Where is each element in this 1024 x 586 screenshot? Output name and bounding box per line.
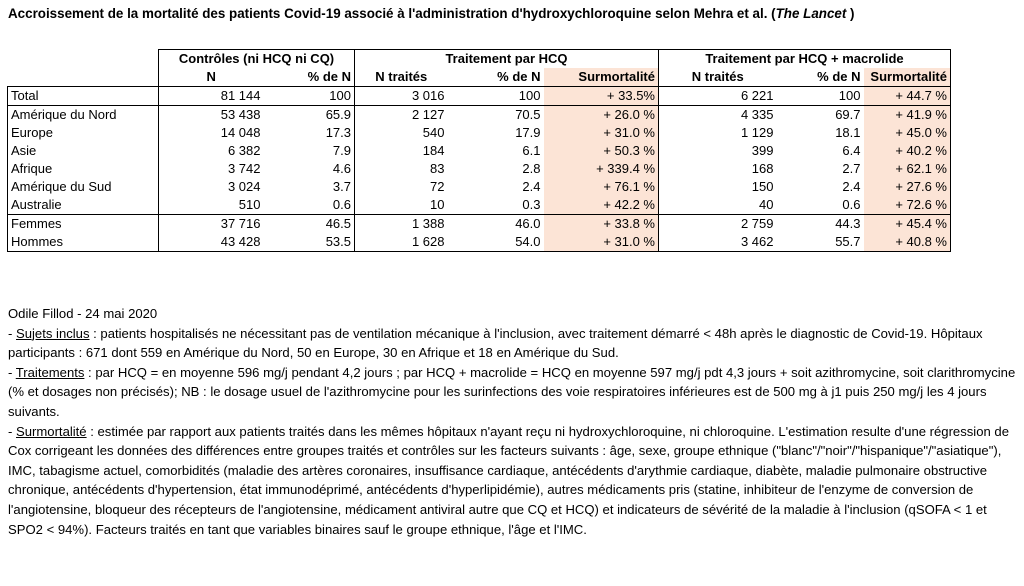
subheader-cell: N traités bbox=[375, 69, 428, 84]
table-cell: 100 bbox=[264, 87, 355, 106]
subheader-cell: % de N bbox=[497, 69, 541, 84]
table-cell: 2.7 bbox=[842, 161, 861, 176]
subheader-cell: Surmortalité bbox=[864, 68, 951, 87]
row-label: Afrique bbox=[8, 160, 159, 178]
row-label: Amérique du Nord bbox=[8, 106, 159, 125]
subheader-row bbox=[8, 68, 951, 87]
row-label: Femmes bbox=[8, 215, 159, 234]
note-traitements bbox=[8, 363, 1018, 422]
table-cell: 0.6 bbox=[842, 197, 861, 212]
table-cell: 54.0 bbox=[448, 233, 544, 252]
subheader-cell: % de N bbox=[817, 69, 861, 84]
row-label: Hommes bbox=[8, 233, 159, 252]
note-prefix: - bbox=[8, 364, 16, 380]
table-cell: 46.5 bbox=[264, 215, 355, 234]
table-cell: 0.3 bbox=[522, 197, 541, 212]
group-header-hcq: Traitement par HCQ bbox=[355, 50, 659, 69]
table-cell: 55.7 bbox=[777, 233, 864, 252]
table-cell: 83 bbox=[430, 161, 445, 176]
table-cell: 6.4 bbox=[842, 143, 861, 158]
note-sujets bbox=[8, 324, 1018, 363]
subheader-cell: Surmortalité bbox=[544, 68, 659, 87]
table-cell: 510 bbox=[238, 197, 261, 212]
table-cell: 65.9 bbox=[264, 106, 355, 125]
excess-mortality-cell: + 62.1 % bbox=[864, 160, 951, 178]
note-term: Surmortalité bbox=[16, 423, 87, 439]
table-cell: 100 bbox=[777, 87, 864, 106]
table-cell: 43 428 bbox=[159, 233, 264, 252]
table-cell: 7.9 bbox=[264, 142, 355, 160]
title-close: ) bbox=[846, 6, 855, 21]
table-cell: 37 716 bbox=[159, 215, 264, 234]
table-cell: 1 129 bbox=[740, 125, 774, 140]
table-cell: 1 388 bbox=[355, 215, 448, 234]
row-label: Europe bbox=[8, 124, 159, 142]
table-row bbox=[8, 233, 951, 252]
note-prefix: - bbox=[8, 325, 16, 341]
note-text: : patients hospitalisés ne nécessitant pas de ventilation mécanique à l'inclusion, avec traitement démarré < 48h après le diagnostic de Covid-19. Hôpitaux participants : 671 dont 559 en Amérique du Nord, 50 en Europe, 30 en Afrique et 18 en Amérique du Sud. bbox=[8, 325, 983, 361]
table-cell: 2.4 bbox=[522, 179, 541, 194]
table-cell: 3 024 bbox=[227, 179, 261, 194]
table-cell: 399 bbox=[751, 143, 774, 158]
table-cell: 100 bbox=[448, 87, 544, 106]
table-cell: 17.9 bbox=[515, 125, 541, 140]
table-cell: 4 335 bbox=[659, 106, 777, 125]
document-title bbox=[8, 6, 1018, 21]
table-cell: 10 bbox=[430, 197, 445, 212]
table-row bbox=[8, 87, 951, 106]
excess-mortality-cell: + 42.2 % bbox=[544, 196, 659, 215]
note-term: Traitements bbox=[15, 364, 85, 380]
excess-mortality-cell: + 72.6 % bbox=[864, 196, 951, 215]
subheader-cell: N bbox=[159, 68, 264, 87]
table-cell: 0.6 bbox=[264, 196, 355, 215]
excess-mortality-cell: + 45.4 % bbox=[864, 215, 951, 234]
row-label: Amérique du Sud bbox=[8, 178, 159, 196]
table-cell: 69.7 bbox=[777, 106, 864, 125]
subheader-cell: % de N bbox=[264, 68, 355, 87]
table-cell: 2 127 bbox=[355, 106, 448, 125]
note-term: Sujets inclus bbox=[16, 325, 90, 341]
table-row bbox=[8, 142, 951, 160]
note-surmortalite bbox=[8, 422, 1018, 540]
group-header-row bbox=[8, 50, 951, 69]
table-cell: 184 bbox=[422, 143, 445, 158]
table-cell: 6.1 bbox=[522, 143, 541, 158]
title-journal: The Lancet bbox=[775, 6, 847, 21]
table-cell: 40 bbox=[759, 197, 774, 212]
table-cell: 3.7 bbox=[264, 178, 355, 196]
excess-mortality-cell: + 45.0 % bbox=[864, 124, 951, 142]
note-text: : estimée par rapport aux patients traités dans les mêmes hôpitaux n'ayant reçu ni hydroxychloroquine, ni chloroquine. L'estimation resulte d'une régression de Cox corrigeant les données des différences entre groupes traités et contrôles sur les facteurs suivants : âge, sexe, groupe ethnique ("blanc"/"noir"/"hispanique"/"asiatique"), IMC, tabagisme actuel, comorbidités (maladie des artères coronaires, insuffisance cardiaque, antécédents d'arythmie cardiaque, diabète, maladie pulmonaire obstructive chronique, antécédents d'hypertension, état immunodéprimé, antécédents d'hyperlipidémie), autres médicaments pris (statine, inhibiteur de l'enzyme de conversion de l'angiotensine, bloqueur des récepteurs de l'angiotensine, médicament antiviral autre que CQ et HCQ) et indicateurs de sévérité de la maladie à l'inclusion (qSOFA < 1 et SPO2 < 94%). Facteurs traités en tant que variables binaires sauf le groupe ethnique, l'âge et l'IMC. bbox=[8, 423, 1009, 537]
excess-mortality-cell: + 44.7 % bbox=[864, 87, 951, 106]
note-text: : par HCQ = en moyenne 596 mg/j pendant 4,2 jours ; par HCQ + macrolide = HCQ en moyenne 597 mg/j pdt 4,3 jours + soit azithromycine, soit clarithromycine (% et dosages non précisés); NB : le dosage usuel de l'azithromycine pour les surinfections des voie respiratoires inférieures est de 500 mg à j1 puis 250 mg/j les 4 jours suivants. bbox=[8, 364, 1016, 419]
table-cell: 81 144 bbox=[159, 87, 264, 106]
excess-mortality-cell: + 41.9 % bbox=[864, 106, 951, 125]
row-label: Total bbox=[8, 87, 159, 106]
table-row bbox=[8, 106, 951, 125]
excess-mortality-cell: + 33.8 % bbox=[544, 215, 659, 234]
excess-mortality-cell: + 26.0 % bbox=[544, 106, 659, 125]
table-cell: 72 bbox=[430, 179, 445, 194]
table-cell: 1 628 bbox=[355, 233, 448, 252]
table-cell: 168 bbox=[751, 161, 774, 176]
excess-mortality-cell: + 339.4 % bbox=[544, 160, 659, 178]
table-cell: 14 048 bbox=[220, 125, 261, 140]
row-label: Australie bbox=[8, 196, 159, 215]
title-main: Accroissement de la mortalité des patients Covid-19 associé à l'administration d'hydroxychloroquine selon Mehra et al. ( bbox=[8, 6, 776, 21]
table-cell: 6 221 bbox=[659, 87, 777, 106]
table-cell: 3 462 bbox=[659, 233, 777, 252]
notes-section bbox=[8, 304, 1018, 539]
table-row bbox=[8, 124, 951, 142]
group-header-hcq-macrolide: Traitement par HCQ + macrolide bbox=[659, 50, 951, 69]
table-cell: 53 438 bbox=[159, 106, 264, 125]
excess-mortality-cell: + 27.6 % bbox=[864, 178, 951, 196]
table-cell: 53.5 bbox=[264, 233, 355, 252]
table-cell: 2 759 bbox=[659, 215, 777, 234]
excess-mortality-cell: + 40.2 % bbox=[864, 142, 951, 160]
group-header-controls: Contrôles (ni HCQ ni CQ) bbox=[159, 50, 355, 69]
table-cell: 44.3 bbox=[777, 215, 864, 234]
table-row bbox=[8, 215, 951, 234]
table-cell: 70.5 bbox=[448, 106, 544, 125]
excess-mortality-cell: + 31.0 % bbox=[544, 233, 659, 252]
table-cell: 150 bbox=[751, 179, 774, 194]
excess-mortality-cell: + 50.3 % bbox=[544, 142, 659, 160]
note-prefix: - bbox=[8, 423, 16, 439]
mortality-table bbox=[7, 49, 951, 252]
table-cell: 18.1 bbox=[835, 125, 861, 140]
table-cell: 17.3 bbox=[264, 124, 355, 142]
table-cell: 46.0 bbox=[448, 215, 544, 234]
table-row bbox=[8, 178, 951, 196]
table-row bbox=[8, 160, 951, 178]
row-label: Asie bbox=[8, 142, 159, 160]
excess-mortality-cell: + 33.5% bbox=[544, 87, 659, 106]
excess-mortality-cell: + 76.1 % bbox=[544, 178, 659, 196]
table-cell: 2.4 bbox=[842, 179, 861, 194]
table-cell: 3 016 bbox=[355, 87, 448, 106]
table-cell: 540 bbox=[422, 125, 445, 140]
table-cell: 3 742 bbox=[227, 161, 261, 176]
table-cell: 4.6 bbox=[264, 160, 355, 178]
excess-mortality-cell: + 31.0 % bbox=[544, 124, 659, 142]
excess-mortality-cell: + 40.8 % bbox=[864, 233, 951, 252]
subheader-cell: N traités bbox=[691, 69, 744, 84]
table-cell: 6 382 bbox=[227, 143, 261, 158]
table-row bbox=[8, 196, 951, 215]
table-cell: 2.8 bbox=[522, 161, 541, 176]
author-line: Odile Fillod - 24 mai 2020 bbox=[8, 306, 158, 321]
